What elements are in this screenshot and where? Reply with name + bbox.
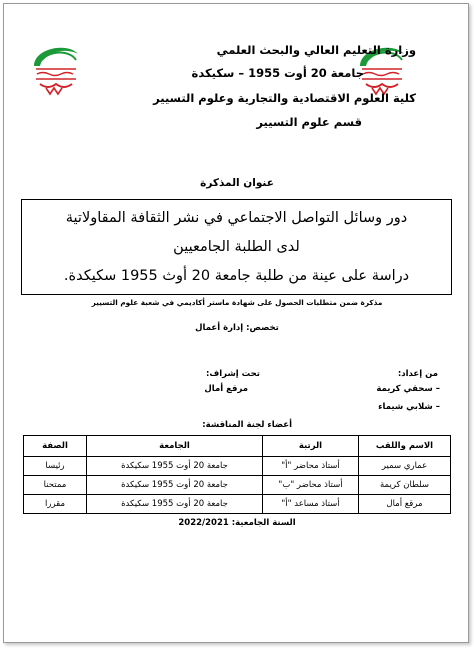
- table-row: [24, 495, 451, 514]
- cell-role: رئيسا: [24, 457, 87, 476]
- header-university: الجامعة: [87, 436, 263, 457]
- table-row: [24, 476, 451, 495]
- student-name-1: – سحقي كريمة: [376, 384, 440, 394]
- memo-title-line-3: دراسة على عينة من طلبة جامعة 20 أوث 1955 سكيكدة.: [63, 268, 410, 284]
- cell-role: مقررا: [24, 495, 87, 514]
- cell-role: ممتحنا: [24, 476, 87, 495]
- committee-table: [23, 435, 451, 514]
- cell-university: جامعة 20 أوت 1955 سكيكدة: [87, 476, 263, 495]
- header-role: الصفة: [24, 436, 87, 457]
- cell-rank: أستاذ محاضر "ب": [263, 476, 359, 495]
- memo-title-box: [21, 199, 452, 295]
- cell-university: جامعة 20 أوت 1955 سكيكدة: [87, 495, 263, 514]
- header-name: الاسم واللقب: [359, 436, 451, 457]
- memo-title-label: عنوان المذكرة: [200, 177, 274, 189]
- ministry-name: وزارة التعليم العالي والبحث العلمي: [216, 43, 416, 57]
- cell-name: عماري سمير: [359, 457, 451, 476]
- supervisor-label: تحت إشراف:: [205, 369, 260, 379]
- university-logo-left: [28, 38, 84, 102]
- specialization: تخصص: إدارة أعمال: [195, 323, 279, 333]
- memo-note: مذكرة ضمن متطلبات الحصول على شهادة ماستر أكاديمي في شعبة علوم التسيير: [91, 298, 383, 307]
- students-label: من إعداد:: [397, 369, 438, 379]
- cell-rank: أستاذ محاضر "أ": [263, 457, 359, 476]
- memo-title-line-1: دور وسائل التواصل الاجتماعي في نشر الثقافة المقاولاتية: [65, 210, 408, 226]
- student-name-2: – شلابي شيماء: [378, 402, 440, 412]
- faculty-name: كلية العلوم الاقتصادية والتجارية وعلوم التسيير: [153, 91, 416, 105]
- committee-label: أعضاء لجنة المناقشة:: [202, 420, 292, 430]
- cell-university: جامعة 20 أوت 1955 سكيكدة: [87, 457, 263, 476]
- memo-title-line-2: لدى الطلبة الجامعيين: [173, 239, 300, 255]
- table-header-row: [24, 436, 451, 457]
- cell-rank: أستاذ مساعد "أ": [263, 495, 359, 514]
- university-name: جامعة 20 أوت 1955 – سكيكدة: [191, 66, 364, 80]
- cell-name: مرقع أمال: [359, 495, 451, 514]
- academic-year: السنة الجامعية: 2022/2021: [178, 518, 296, 528]
- header-rank: الرتبة: [263, 436, 359, 457]
- department-name: قسم علوم التسيير: [256, 115, 362, 129]
- table-row: [24, 457, 451, 476]
- cell-name: سلطان كريمة: [359, 476, 451, 495]
- supervisor-name: مرقع أمال: [204, 384, 248, 394]
